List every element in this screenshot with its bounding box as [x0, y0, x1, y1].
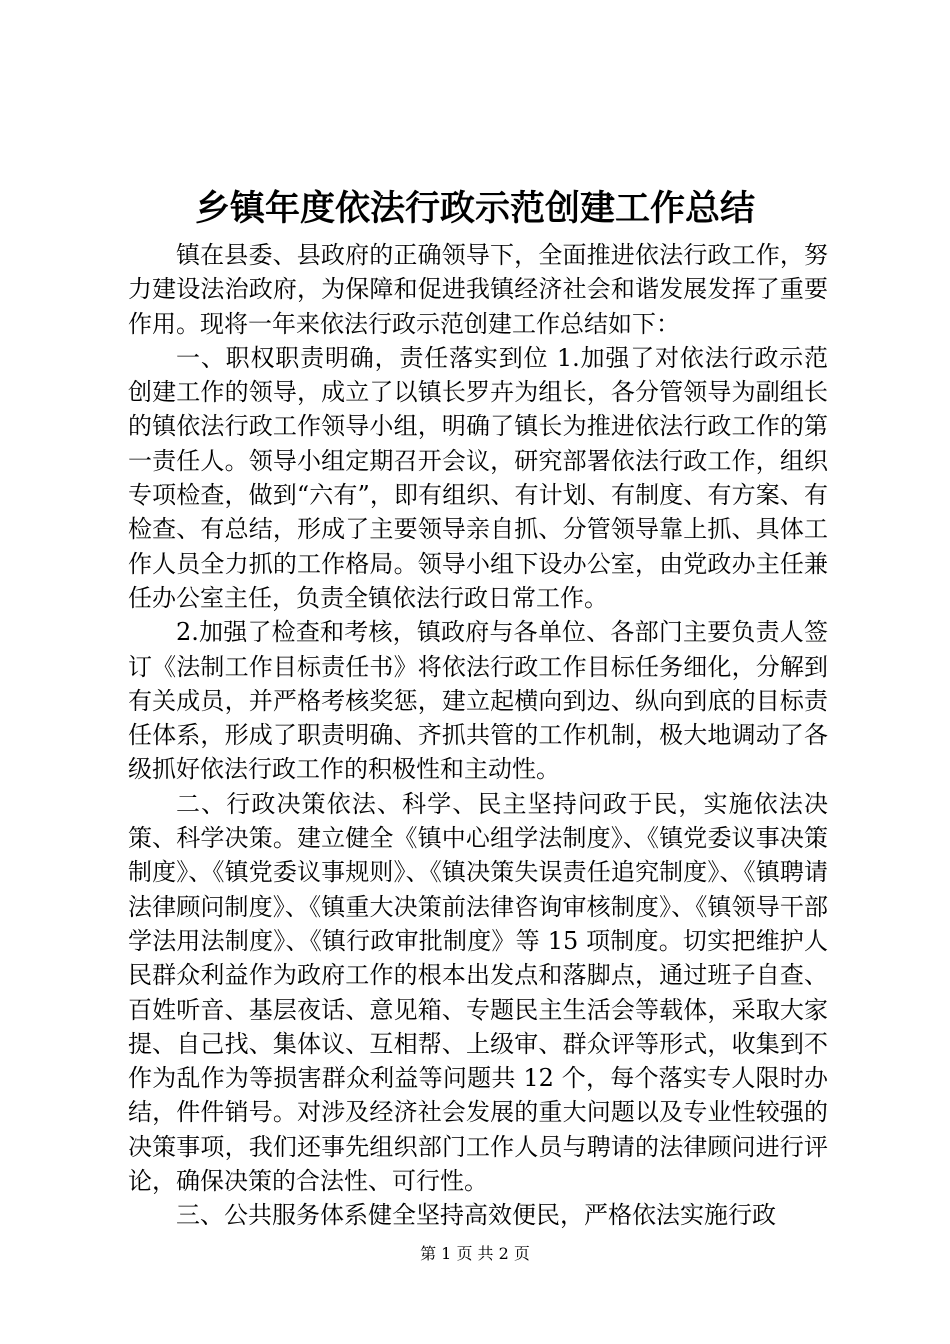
- paragraph-section-1-item-2: 2.加强了检查和考核，镇政府与各单位、各部门主要负责人签订《法制工作目标责任书》将依法行政工作目标任务细化，分解到有关成员，并严格考核奖惩，建立起横向到边、纵向到底的目标责任体系，形成了职责明确、齐抓共管的工作机制，极大地调动了各级抓好依法行政工作的积极性和主动性。: [128, 618, 828, 784]
- document-title: 乡镇年度依法行政示范创建工作总结: [194, 188, 755, 229]
- document-body: [128, 238, 828, 1233]
- paragraph-section-3: 三、公共服务体系健全坚持高效便民，严格依法实施行政: [176, 1201, 776, 1230]
- paragraph-section-1: 一、职权职责明确，责任落实到位 1.加强了对依法行政示范创建工作的领导，成立了以镇长罗卉为组长，各分管领导为副组长的镇依法行政工作领导小组，明确了镇长为推进依法行政工作的第一责任人。领导小组定期召开会议，研究部署依法行政工作，组织专项检查，做到“六有”，即有组织、有计划、有制度、有方案、有检查、有总结，形成了主要领导亲自抓、分管领导靠上抓、具体工作人员全力抓的工作格局。领导小组下设办公室，由党政办主任兼任办公室主任，负责全镇依法行政日常工作。: [128, 343, 828, 612]
- paragraph-intro: 镇在县委、县政府的正确领导下，全面推进依法行政工作，努力建设法治政府，为保障和促进我镇经济社会和谐发展发挥了重要作用。现将一年来依法行政示范创建工作总结如下：: [128, 241, 828, 338]
- page-number-footer: 第 1 页 共 2 页: [420, 1244, 530, 1263]
- paragraph-section-2: 二、行政决策依法、科学、民主坚持问政于民，实施依法决策、科学决策。建立健全《镇中心组学法制度》、《镇党委议事决策制度》、《镇党委议事规则》、《镇决策失误责任追究制度》、《镇聘请法律顾问制度》、《镇重大决策前法律咨询审核制度》、《镇领导干部学法用法制度》、《镇行政审批制度》等 15 项制度。切实把维护人民群众利益作为政府工作的根本出发点和落脚点，通过班子自查、百姓听音、基层夜话、意见箱、专题民主生活会等载体，采取大家提、自己找、集体议、互相帮、上级审、群众评等形式，收集到不作为乱作为等损害群众利益等问题共 12 个，每个落实专人限时办结，件件销号。对涉及经济社会发展的重大问题以及专业性较强的决策事项，我们还事先组织部门工作人员与聘请的法律顾问进行评论，确保决策的合法性、可行性。: [128, 789, 828, 1196]
